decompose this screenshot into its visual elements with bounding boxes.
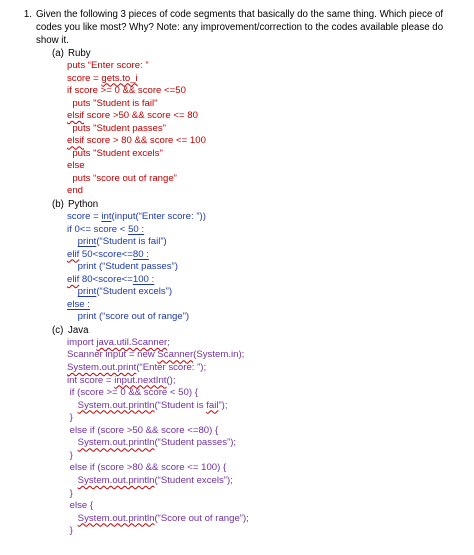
code-line [67, 311, 460, 324]
code-line [67, 488, 460, 501]
section-heading [0, 47, 460, 60]
code-line [67, 475, 460, 488]
code-token: System.out.println [77, 437, 155, 449]
code-sections [0, 47, 460, 538]
code-token: Scanner [157, 349, 194, 361]
section-letter: (c) [52, 324, 64, 336]
section-letter: (a) [52, 48, 64, 59]
code-token: else [67, 160, 85, 172]
code-token: int score = [67, 374, 115, 386]
code-line [67, 362, 460, 375]
code-token [67, 236, 78, 247]
code-token: score > 80 && score <= 100 [84, 135, 206, 147]
code-section-java [0, 324, 460, 538]
code-line [67, 224, 460, 237]
code-line [67, 110, 460, 123]
code-line [67, 98, 460, 111]
code-line [67, 249, 460, 262]
code-token: } [67, 525, 73, 537]
code-token: (“Student excels”) [96, 286, 173, 298]
code-token [67, 437, 78, 448]
code-token: int [101, 211, 112, 223]
code-line [67, 387, 460, 400]
code-token: 100 : [132, 273, 155, 285]
code-token [67, 475, 78, 486]
code-token: elsif [67, 110, 85, 122]
code-line [67, 211, 460, 224]
code-token [67, 286, 78, 297]
code-token: (“Student excels”); [154, 474, 233, 486]
code-token: 50 : [128, 223, 145, 235]
code-section-ruby [0, 47, 460, 198]
code-token: end [67, 185, 84, 197]
code-token: System.out.println [77, 474, 155, 486]
code-token: if 0<= score < [67, 223, 129, 235]
code-line [67, 173, 460, 186]
code-token: (“Student is fail”) [96, 236, 167, 248]
code-token: Scanner input = new [67, 349, 158, 361]
code-line [67, 375, 460, 388]
code-token: import [67, 336, 97, 348]
code-line [67, 123, 460, 136]
code-line [67, 160, 460, 173]
code-line [67, 148, 460, 161]
code-token: score = [67, 72, 102, 84]
code-line [67, 261, 460, 274]
code-token: System.out.println [77, 399, 155, 411]
code-token: if score >= 0 && score <=50 [67, 85, 186, 97]
code-token: (“Enter score: ”); [136, 362, 207, 374]
code-token: puts “Enter score: ” [67, 60, 149, 71]
section-title: Ruby [68, 48, 91, 59]
code-line [67, 236, 460, 249]
code-block [67, 60, 460, 198]
section-title: Python [68, 199, 99, 211]
code-line [67, 337, 460, 350]
code-token: } [67, 487, 73, 499]
code-token: 80<score<= [79, 273, 133, 285]
code-token: print [77, 286, 97, 298]
code-line [67, 500, 460, 513]
code-token: input.nextInt [114, 374, 167, 386]
code-token: print (“Student passes”) [67, 261, 178, 273]
code-token: (System.in); [193, 349, 245, 361]
code-token: else if (score >80 && score <= 100) { [67, 462, 227, 474]
code-token: gets.to_i [101, 72, 138, 84]
code-line [67, 450, 460, 463]
code-token: puts “score out of range” [67, 172, 177, 184]
code-token: ”); [218, 399, 228, 411]
code-token: puts "Student is fail" [67, 97, 158, 109]
code-line [67, 400, 460, 413]
code-token [67, 400, 78, 411]
code-line [67, 349, 460, 362]
code-token: score >50 && score <= 80 [84, 110, 198, 122]
code-token: } [67, 412, 73, 424]
code-line [67, 60, 460, 73]
code-token: elif [67, 248, 80, 260]
code-line [67, 437, 460, 450]
code-line [67, 462, 460, 475]
code-token: (“Student is [154, 399, 207, 411]
code-token: else if (score >50 && score <=80) { [67, 424, 219, 436]
code-line [67, 185, 460, 198]
code-token: 80 : [132, 248, 149, 260]
code-token: puts "Student passes" [67, 122, 167, 134]
code-token: (“Score out of range”); [154, 512, 249, 524]
code-token: (); [166, 374, 176, 386]
code-token [67, 513, 78, 524]
code-token: else { [67, 500, 94, 512]
code-token: else : [67, 298, 90, 310]
section-heading [0, 198, 460, 211]
code-block [67, 337, 460, 538]
code-token: (“Student passes”); [154, 437, 237, 449]
code-token: print (“score out of range”) [67, 311, 190, 323]
question-text: Given the following 3 pieces of code segments that basically do the same thing. Which piece of codes you like most? Why? Note: any improvement/correction to the codes available please do show it. [36, 9, 444, 46]
code-line [67, 73, 460, 86]
code-token: System.out.println [77, 512, 155, 524]
code-line [67, 412, 460, 425]
code-token: puts "Student excels" [67, 147, 163, 159]
code-token: } [67, 449, 73, 461]
code-token: System.out.print [67, 362, 137, 374]
code-token: java.util.Scanner [96, 336, 168, 348]
code-line [67, 85, 460, 98]
code-token: score = [67, 211, 102, 223]
question-number: 1. [23, 9, 32, 20]
code-block [67, 211, 460, 324]
code-section-python [0, 198, 460, 324]
code-token: print [77, 236, 97, 248]
section-heading [0, 324, 460, 337]
code-token: if (score >= 0 && score < 50) { [67, 387, 198, 399]
code-line [67, 425, 460, 438]
code-line [67, 135, 460, 148]
code-token: 50<score<= [79, 248, 133, 260]
code-line [67, 299, 460, 312]
section-title: Java [68, 324, 89, 336]
code-token: (input(“Enter score: ”)) [111, 211, 206, 223]
code-line [67, 286, 460, 299]
code-token: elsif [67, 135, 85, 147]
code-line [67, 525, 460, 538]
code-token: fail [206, 399, 219, 411]
code-token: elif [67, 273, 80, 285]
code-line [67, 274, 460, 287]
code-line [67, 513, 460, 526]
code-token: ; [167, 336, 170, 348]
section-letter: (b) [52, 199, 64, 211]
question-1 [0, 8, 460, 47]
